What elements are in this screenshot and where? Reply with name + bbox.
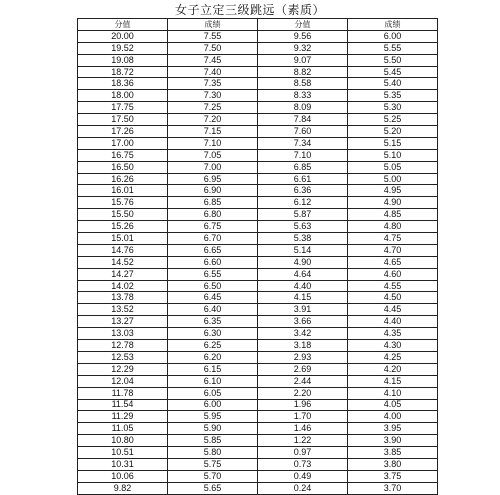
score-1-cell: 20.00 <box>78 30 168 42</box>
table-row <box>78 173 438 185</box>
result-2-cell: 4.35 <box>348 328 438 340</box>
result-1-cell: 6.45 <box>168 292 258 304</box>
table-body <box>78 30 438 494</box>
score-2-cell: 1.22 <box>258 435 348 447</box>
result-1-cell: 7.45 <box>168 54 258 66</box>
score-1-cell: 14.52 <box>78 256 168 268</box>
table-row <box>78 399 438 411</box>
result-1-cell: 5.85 <box>168 435 258 447</box>
score-1-cell: 16.50 <box>78 161 168 173</box>
table-row <box>78 363 438 375</box>
table-row <box>78 66 438 78</box>
table-header-row <box>78 19 438 31</box>
score-1-cell: 10.31 <box>78 458 168 470</box>
result-1-cell: 6.75 <box>168 221 258 233</box>
score-2-cell: 5.87 <box>258 209 348 221</box>
result-2-cell: 4.25 <box>348 351 438 363</box>
table-row <box>78 149 438 161</box>
score-2-cell: 6.85 <box>258 161 348 173</box>
result-2-cell: 3.75 <box>348 470 438 482</box>
result-2-cell: 4.00 <box>348 411 438 423</box>
result-2-cell: 5.35 <box>348 90 438 102</box>
score-1-cell: 12.53 <box>78 351 168 363</box>
score-1-cell: 19.52 <box>78 42 168 54</box>
score-2-cell: 9.32 <box>258 42 348 54</box>
table-row <box>78 411 438 423</box>
result-1-cell: 5.80 <box>168 447 258 459</box>
score-2-cell: 5.63 <box>258 221 348 233</box>
score-1-cell: 18.72 <box>78 66 168 78</box>
score-1-cell: 12.29 <box>78 363 168 375</box>
table-row <box>78 233 438 245</box>
table-row <box>78 268 438 280</box>
score-1-cell: 10.06 <box>78 470 168 482</box>
table-row <box>78 30 438 42</box>
result-2-cell: 3.95 <box>348 423 438 435</box>
result-1-cell: 6.05 <box>168 387 258 399</box>
result-2-cell: 4.75 <box>348 233 438 245</box>
result-2-cell: 6.00 <box>348 30 438 42</box>
header-result-1: 成绩 <box>168 19 258 31</box>
score-2-cell: 6.61 <box>258 173 348 185</box>
result-1-cell: 6.80 <box>168 209 258 221</box>
score-1-cell: 18.36 <box>78 78 168 90</box>
score-1-cell: 17.00 <box>78 137 168 149</box>
score-2-cell: 3.18 <box>258 340 348 352</box>
score-1-cell: 18.00 <box>78 90 168 102</box>
result-1-cell: 6.85 <box>168 197 258 209</box>
table-row <box>78 423 438 435</box>
table-row <box>78 102 438 114</box>
score-1-cell: 15.01 <box>78 233 168 245</box>
score-2-cell: 1.46 <box>258 423 348 435</box>
result-1-cell: 6.10 <box>168 375 258 387</box>
score-2-cell: 8.82 <box>258 66 348 78</box>
score-2-cell: 4.64 <box>258 268 348 280</box>
result-2-cell: 5.05 <box>348 161 438 173</box>
score-2-cell: 0.97 <box>258 447 348 459</box>
result-1-cell: 7.10 <box>168 137 258 149</box>
score-1-cell: 16.75 <box>78 149 168 161</box>
result-1-cell: 6.65 <box>168 244 258 256</box>
score-1-cell: 13.52 <box>78 304 168 316</box>
table-row <box>78 482 438 494</box>
result-1-cell: 6.15 <box>168 363 258 375</box>
result-1-cell: 5.95 <box>168 411 258 423</box>
score-1-cell: 11.29 <box>78 411 168 423</box>
result-1-cell: 5.65 <box>168 482 258 494</box>
page-title: 女子立定三级跳远（素质） <box>174 3 325 17</box>
result-1-cell: 7.35 <box>168 78 258 90</box>
table-row <box>78 244 438 256</box>
score-table <box>77 18 438 495</box>
score-1-cell: 10.80 <box>78 435 168 447</box>
table-row <box>78 114 438 126</box>
table-row <box>78 387 438 399</box>
result-2-cell: 5.15 <box>348 137 438 149</box>
table-row <box>78 185 438 197</box>
result-1-cell: 6.40 <box>168 304 258 316</box>
score-2-cell: 7.60 <box>258 126 348 138</box>
result-1-cell: 5.90 <box>168 423 258 435</box>
table-row <box>78 197 438 209</box>
result-2-cell: 3.90 <box>348 435 438 447</box>
score-1-cell: 15.76 <box>78 197 168 209</box>
score-1-cell: 9.82 <box>78 482 168 494</box>
result-2-cell: 4.50 <box>348 292 438 304</box>
result-1-cell: 6.30 <box>168 328 258 340</box>
score-2-cell: 5.14 <box>258 244 348 256</box>
score-2-cell: 9.07 <box>258 54 348 66</box>
result-2-cell: 4.85 <box>348 209 438 221</box>
score-2-cell: 0.73 <box>258 458 348 470</box>
score-1-cell: 14.76 <box>78 244 168 256</box>
score-1-cell: 13.78 <box>78 292 168 304</box>
result-2-cell: 5.45 <box>348 66 438 78</box>
result-2-cell: 4.20 <box>348 363 438 375</box>
result-1-cell: 7.25 <box>168 102 258 114</box>
result-1-cell: 6.00 <box>168 399 258 411</box>
table-row <box>78 292 438 304</box>
result-2-cell: 4.10 <box>348 387 438 399</box>
table-row <box>78 137 438 149</box>
result-2-cell: 5.00 <box>348 173 438 185</box>
table-row <box>78 328 438 340</box>
score-2-cell: 7.34 <box>258 137 348 149</box>
score-2-cell: 1.96 <box>258 399 348 411</box>
result-1-cell: 6.55 <box>168 268 258 280</box>
result-1-cell: 5.70 <box>168 470 258 482</box>
result-1-cell: 7.55 <box>168 30 258 42</box>
result-2-cell: 4.55 <box>348 280 438 292</box>
score-1-cell: 16.01 <box>78 185 168 197</box>
score-2-cell: 1.70 <box>258 411 348 423</box>
table-row <box>78 351 438 363</box>
table-row <box>78 78 438 90</box>
result-1-cell: 6.70 <box>168 233 258 245</box>
table-row <box>78 161 438 173</box>
score-1-cell: 17.50 <box>78 114 168 126</box>
result-1-cell: 6.90 <box>168 185 258 197</box>
score-2-cell: 0.49 <box>258 470 348 482</box>
score-2-cell: 0.24 <box>258 482 348 494</box>
header-score-1: 分值 <box>78 19 168 31</box>
result-1-cell: 6.20 <box>168 351 258 363</box>
table-row <box>78 375 438 387</box>
result-1-cell: 6.50 <box>168 280 258 292</box>
result-1-cell: 7.30 <box>168 90 258 102</box>
score-2-cell: 3.66 <box>258 316 348 328</box>
table-row <box>78 470 438 482</box>
result-2-cell: 4.95 <box>348 185 438 197</box>
result-1-cell: 7.20 <box>168 114 258 126</box>
score-2-cell: 2.69 <box>258 363 348 375</box>
score-1-cell: 11.78 <box>78 387 168 399</box>
score-1-cell: 17.26 <box>78 126 168 138</box>
score-2-cell: 5.38 <box>258 233 348 245</box>
table-row <box>78 316 438 328</box>
score-1-cell: 15.26 <box>78 221 168 233</box>
score-1-cell: 14.02 <box>78 280 168 292</box>
score-2-cell: 4.40 <box>258 280 348 292</box>
score-1-cell: 13.03 <box>78 328 168 340</box>
score-2-cell: 8.58 <box>258 78 348 90</box>
result-2-cell: 5.20 <box>348 126 438 138</box>
table-row <box>78 126 438 138</box>
score-1-cell: 17.75 <box>78 102 168 114</box>
table-row <box>78 256 438 268</box>
score-1-cell: 12.78 <box>78 340 168 352</box>
table-row <box>78 447 438 459</box>
score-1-cell: 15.50 <box>78 209 168 221</box>
result-1-cell: 7.05 <box>168 149 258 161</box>
result-2-cell: 3.85 <box>348 447 438 459</box>
score-2-cell: 7.84 <box>258 114 348 126</box>
result-2-cell: 4.40 <box>348 316 438 328</box>
result-2-cell: 4.15 <box>348 375 438 387</box>
header-result-2: 成绩 <box>348 19 438 31</box>
result-1-cell: 6.25 <box>168 340 258 352</box>
score-2-cell: 4.15 <box>258 292 348 304</box>
result-2-cell: 4.30 <box>348 340 438 352</box>
result-2-cell: 5.25 <box>348 114 438 126</box>
result-1-cell: 6.60 <box>168 256 258 268</box>
result-2-cell: 5.50 <box>348 54 438 66</box>
result-2-cell: 4.65 <box>348 256 438 268</box>
result-2-cell: 4.80 <box>348 221 438 233</box>
result-1-cell: 5.75 <box>168 458 258 470</box>
score-1-cell: 10.51 <box>78 447 168 459</box>
score-1-cell: 19.08 <box>78 54 168 66</box>
score-2-cell: 9.56 <box>258 30 348 42</box>
result-2-cell: 4.45 <box>348 304 438 316</box>
result-1-cell: 7.00 <box>168 161 258 173</box>
result-2-cell: 5.30 <box>348 102 438 114</box>
result-1-cell: 7.40 <box>168 66 258 78</box>
table-row <box>78 304 438 316</box>
score-2-cell: 8.09 <box>258 102 348 114</box>
table-row <box>78 42 438 54</box>
score-1-cell: 12.04 <box>78 375 168 387</box>
table-row <box>78 209 438 221</box>
score-1-cell: 14.27 <box>78 268 168 280</box>
result-2-cell: 3.70 <box>348 482 438 494</box>
score-2-cell: 3.42 <box>258 328 348 340</box>
score-1-cell: 13.27 <box>78 316 168 328</box>
score-2-cell: 2.44 <box>258 375 348 387</box>
score-1-cell: 16.26 <box>78 173 168 185</box>
table-row <box>78 54 438 66</box>
score-2-cell: 2.93 <box>258 351 348 363</box>
table-row <box>78 90 438 102</box>
result-1-cell: 6.95 <box>168 173 258 185</box>
score-1-cell: 11.05 <box>78 423 168 435</box>
score-2-cell: 3.91 <box>258 304 348 316</box>
score-2-cell: 4.90 <box>258 256 348 268</box>
result-2-cell: 4.90 <box>348 197 438 209</box>
score-2-cell: 6.12 <box>258 197 348 209</box>
table-row <box>78 435 438 447</box>
table-row <box>78 340 438 352</box>
score-2-cell: 8.33 <box>258 90 348 102</box>
table-row <box>78 280 438 292</box>
result-1-cell: 7.50 <box>168 42 258 54</box>
result-2-cell: 5.10 <box>348 149 438 161</box>
score-2-cell: 7.10 <box>258 149 348 161</box>
result-2-cell: 4.70 <box>348 244 438 256</box>
table-row <box>78 458 438 470</box>
result-2-cell: 5.55 <box>348 42 438 54</box>
header-score-2: 分值 <box>258 19 348 31</box>
result-1-cell: 7.15 <box>168 126 258 138</box>
score-2-cell: 6.36 <box>258 185 348 197</box>
score-1-cell: 11.54 <box>78 399 168 411</box>
score-2-cell: 2.20 <box>258 387 348 399</box>
result-2-cell: 3.80 <box>348 458 438 470</box>
result-2-cell: 4.05 <box>348 399 438 411</box>
table-row <box>78 221 438 233</box>
result-2-cell: 4.60 <box>348 268 438 280</box>
result-1-cell: 6.35 <box>168 316 258 328</box>
result-2-cell: 5.40 <box>348 78 438 90</box>
